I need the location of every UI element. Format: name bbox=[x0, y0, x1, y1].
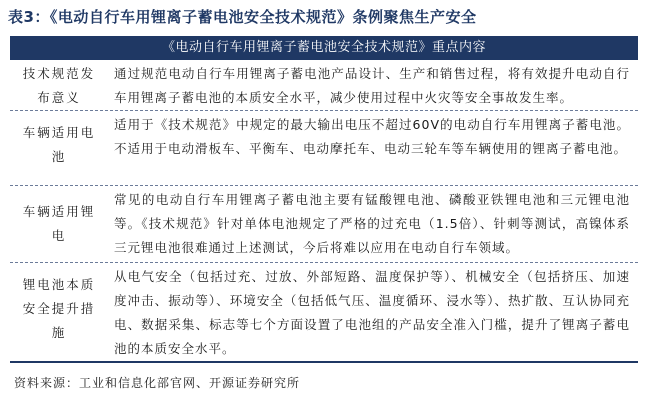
table-header: 《电动自行车用锂离子蓄电池安全技术规范》重点内容 bbox=[10, 36, 638, 60]
table-row bbox=[10, 111, 638, 186]
row-text: 从电气安全（包括过充、过放、外部短路、温度保护等）、机械安全（包括挤压、加速度冲击、振动等）、环境安全（包括低气压、温度循环、浸水等）、热扩散、互认协同充电、数据采集、标志等七个方面设置了电池组的产品安全准入门槛，提升了锂离子蓄电池的本质安全水平。 bbox=[114, 269, 630, 356]
row-label: 车辆适用锂电 bbox=[22, 204, 96, 243]
content-table bbox=[10, 36, 638, 363]
table-title: 表3：《电动自行车用锂离子蓄电池安全技术规范》条例聚焦生产安全 bbox=[8, 8, 477, 26]
table-row bbox=[10, 60, 638, 111]
row-label: 车辆适用电池 bbox=[22, 125, 96, 164]
row-text: 常见的电动自行车用锂离子蓄电池主要有锰酸锂电池、磷酸亚铁锂电池和三元锂电池等。《技术规范》针对单体电池规定了严格的过充电（1.5倍）、针刺等测试，高镍体系三元锂电池很难通过上述测试，今后将难以应用在电动自行车领域。 bbox=[114, 192, 630, 255]
source-note: 资料来源：工业和信息化部官网、开源证券研究所 bbox=[14, 376, 301, 390]
row-label: 锂电池本质安全提升措施 bbox=[22, 277, 96, 340]
row-text: 通过规范电动自行车用锂离子蓄电池产品设计、生产和销售过程，将有效提升电动自行车用锂离子蓄电池的本质安全水平，减少使用过程中火灾等安全事故发生率。 bbox=[114, 66, 630, 105]
table-row bbox=[10, 186, 638, 263]
table-row bbox=[10, 263, 638, 363]
row-text: 适用于《技术规范》中规定的最大输出电压不超过60V的电动自行车用锂离子蓄电池。不适用于电动滑板车、平衡车、电动摩托车、电动三轮车等车辆使用的锂离子蓄电池。 bbox=[114, 117, 630, 156]
row-label: 技术规范发布意义 bbox=[22, 66, 96, 105]
